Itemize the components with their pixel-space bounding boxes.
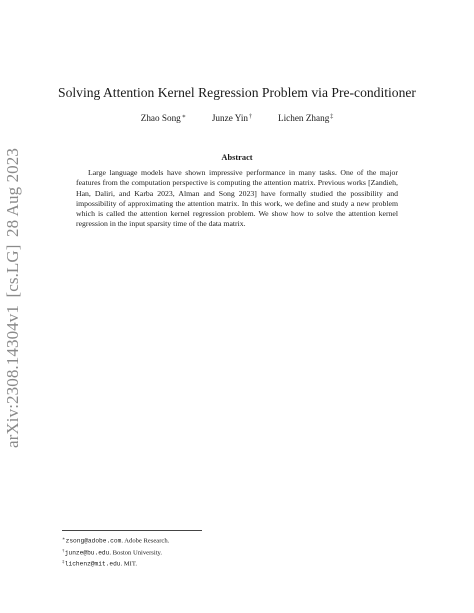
author-name: Lichen Zhang — [278, 113, 330, 123]
arxiv-id: arXiv:2308.14304v1 — [3, 305, 22, 448]
footnote-3 — [62, 557, 362, 569]
footnote-affiliation: . Adobe Research. — [121, 537, 170, 545]
author-1 — [141, 113, 186, 123]
author-list — [40, 113, 434, 123]
footnote-email[interactable]: junze@bu.edu — [64, 549, 110, 557]
footnote-mark: ∗ — [62, 536, 66, 541]
arxiv-date: 28 Aug 2023 — [3, 148, 22, 237]
author-2 — [212, 113, 252, 123]
footnote-2 — [62, 546, 362, 558]
author-name: Junze Yin — [211, 113, 249, 123]
paper-title: Solving Attention Kernel Regression Problem via Pre-conditioner — [58, 85, 416, 100]
author-mark: † — [249, 114, 253, 120]
abstract-body: Large language models have shown impressive performance in many tasks. One of the major features from the computation perspective is computing the attention matrix. Previous works [Zandieh, Han, Daliri, and Karba 2023, Alman and Song 2023] have formally studied the possibility and impossibility of approximating the attention matrix. In this work, we define and study a new problem which is called the attention kernel regression problem. We show how to solve the attention kernel regression in the input sparsity time of the data matrix. — [76, 168, 398, 229]
footnote-mark: † — [62, 547, 65, 553]
author-mark: ‡ — [330, 114, 334, 120]
footnote-affiliation: . Boston University. — [109, 549, 163, 557]
arxiv-stamp — [2, 148, 24, 448]
abstract-heading: Abstract — [221, 153, 253, 162]
footnote-email[interactable]: lichenz@mit.edu — [64, 560, 121, 568]
author-3 — [278, 113, 333, 123]
arxiv-category: [cs.LG] — [3, 244, 22, 298]
author-name: Zhao Song — [140, 113, 181, 123]
author-mark: ∗ — [181, 114, 186, 120]
footnote-mark: ‡ — [62, 559, 65, 565]
footnote-email[interactable]: zsong@adobe.com — [65, 537, 122, 545]
footnote-rule — [62, 530, 202, 531]
footnote-affiliation: . MIT. — [120, 560, 138, 568]
footnote-1 — [62, 534, 362, 546]
footnotes — [62, 530, 362, 569]
